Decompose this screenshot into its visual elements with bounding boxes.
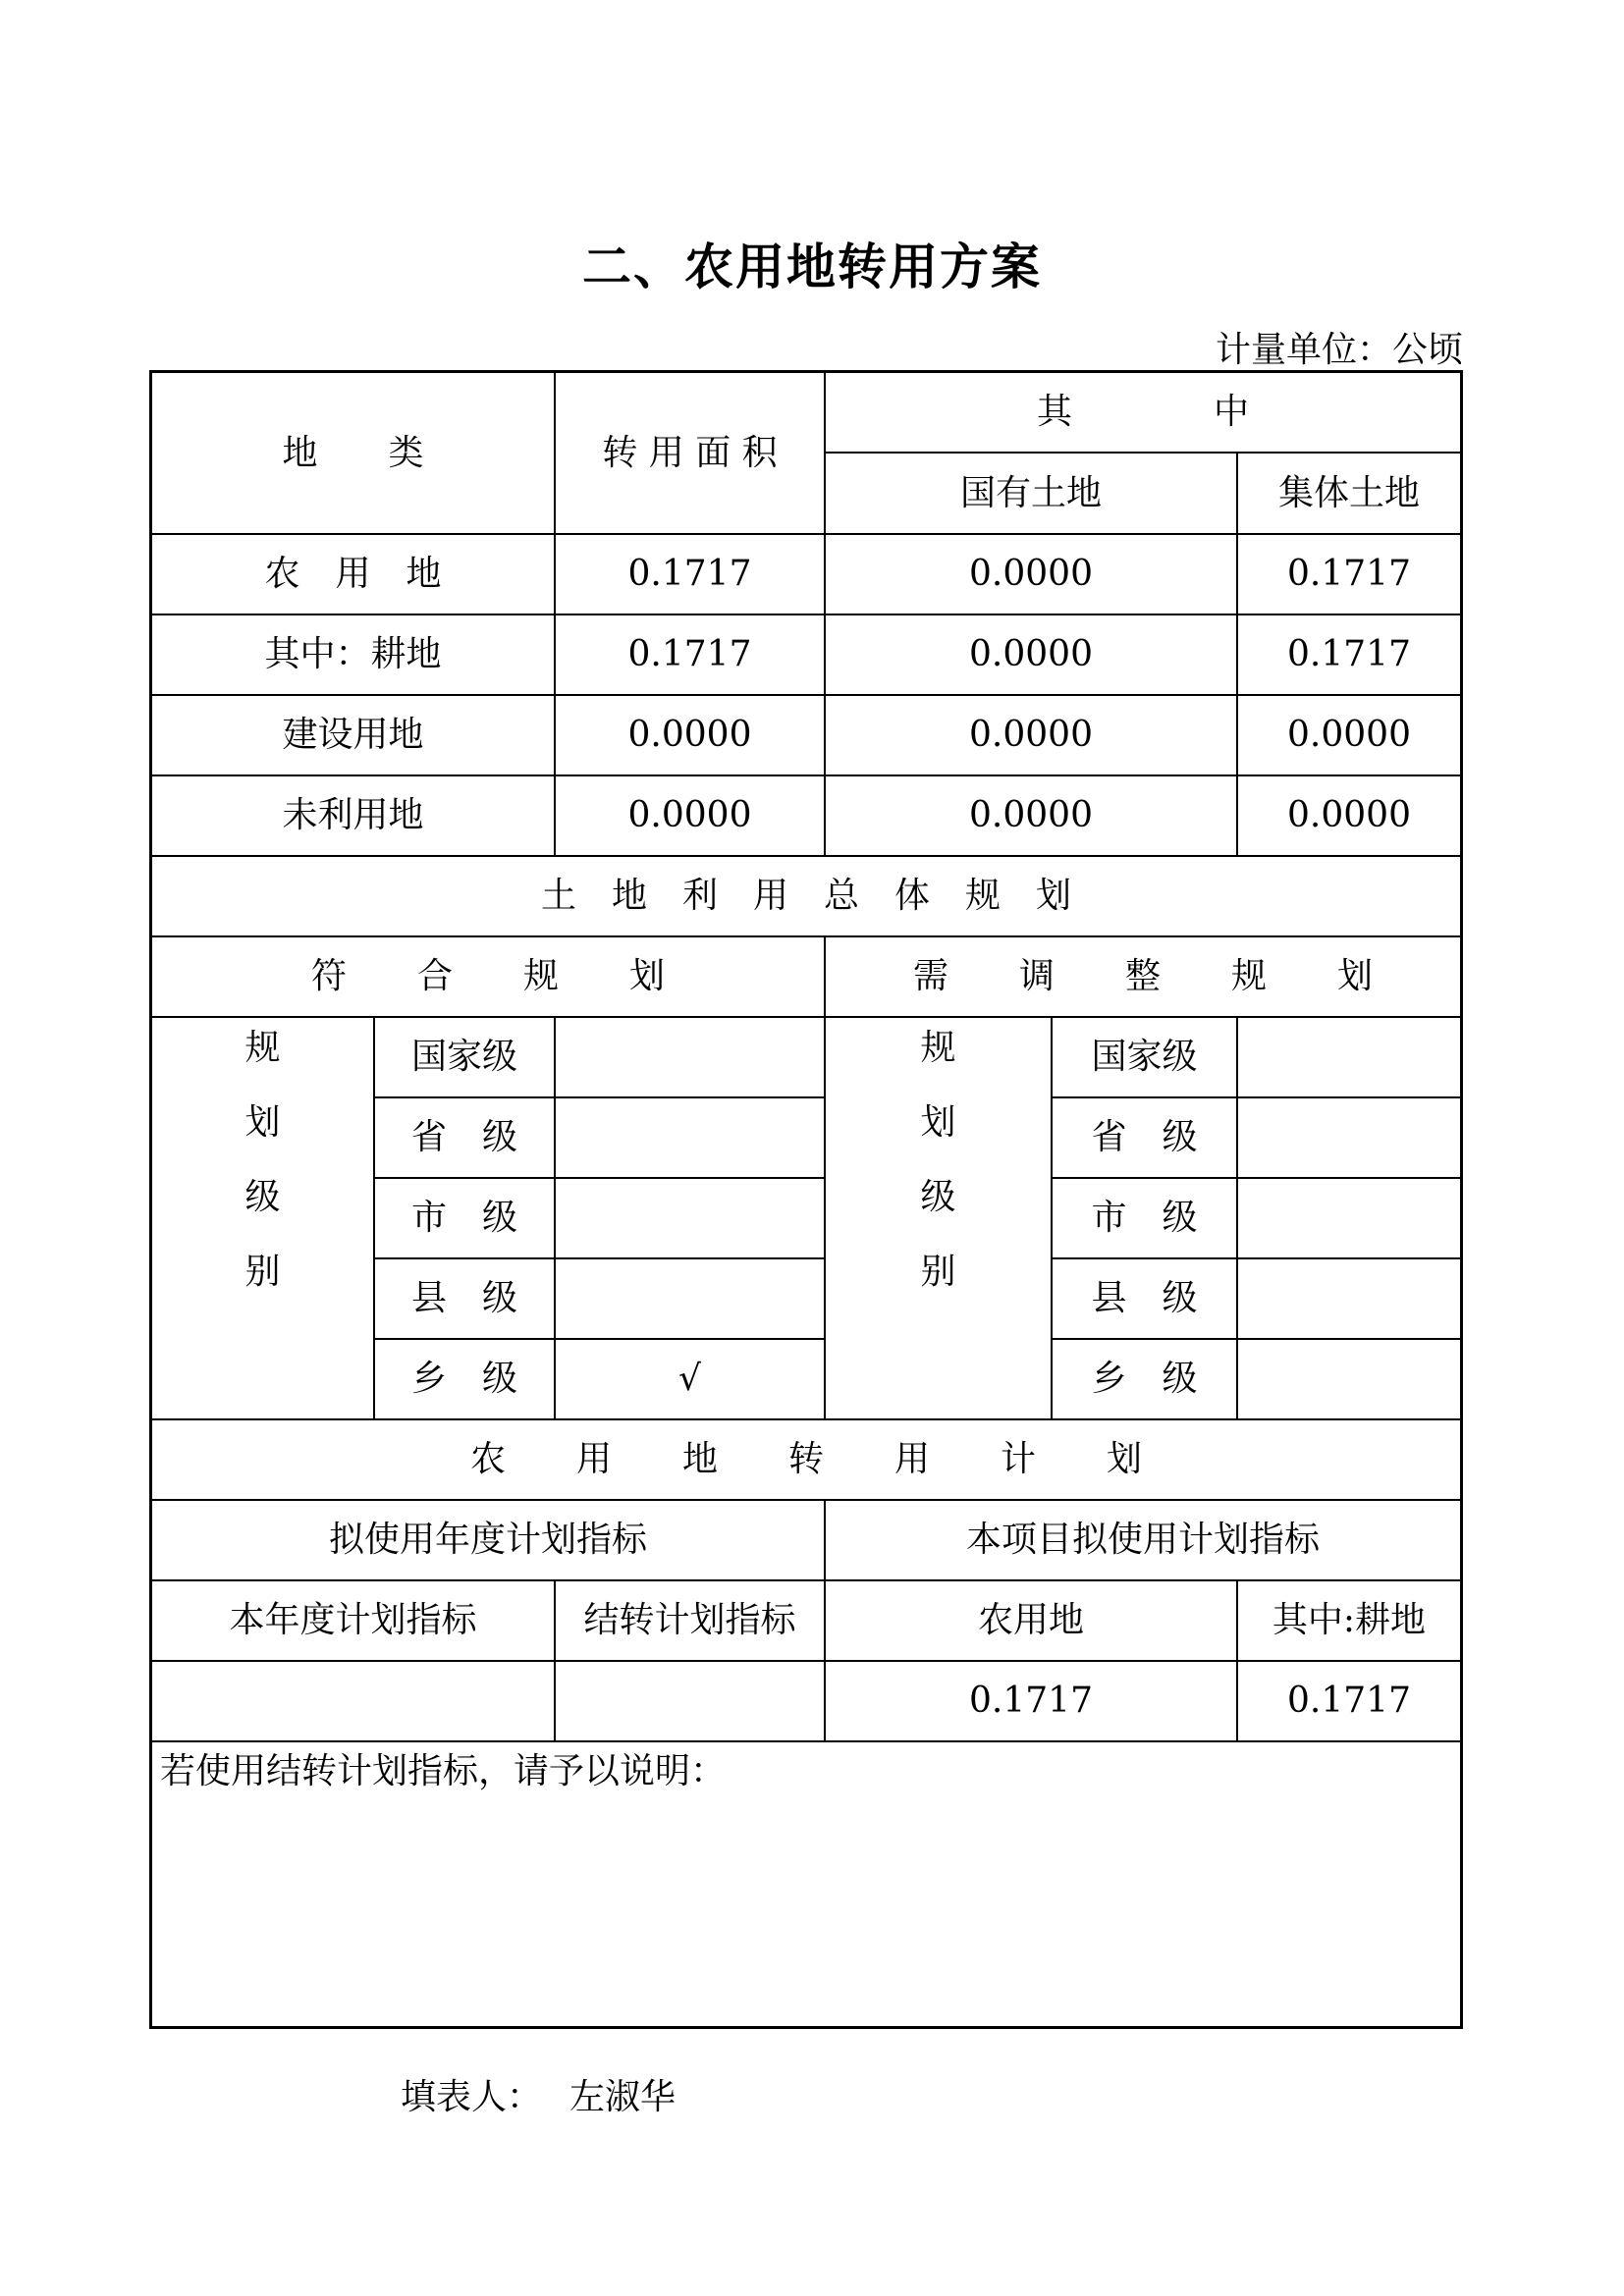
this-year-indicator-value [152, 1662, 554, 1740]
conform-level-name: 市 级 [410, 1198, 517, 1238]
page-title: 二、农用地转用方案 [582, 239, 1042, 295]
planning-section-title: 土 地 利 用 总 体 规 划 [540, 876, 1071, 916]
row-collective: 0.1717 [1287, 554, 1411, 594]
header-state-land: 国有土地 [959, 472, 1102, 513]
conform-level-label: 规 划 级 别 [244, 1028, 281, 1292]
row-collective: 0.0000 [1287, 715, 1411, 755]
conversion-plan-table [149, 370, 1463, 2029]
adjust-level-name: 省 级 [1091, 1117, 1198, 1157]
conform-level-name: 乡 级 [410, 1359, 517, 1399]
row-label: 建设用地 [282, 715, 424, 755]
farmland-value: 0.1717 [969, 1681, 1093, 1721]
conform-mark [556, 1098, 824, 1177]
adjust-mark [1238, 1098, 1460, 1177]
cultivated-value: 0.1717 [1287, 1681, 1411, 1721]
conform-mark [556, 1018, 824, 1096]
row-state: 0.0000 [969, 554, 1093, 594]
row-collective: 0.0000 [1287, 795, 1411, 835]
conform-mark-checked: √ [678, 1359, 701, 1399]
adjust-plan-header: 需 调 整 规 划 [912, 956, 1373, 996]
row-area: 0.0000 [627, 795, 752, 835]
conform-mark [556, 1259, 824, 1338]
filler-name: 左淑华 [569, 2077, 677, 2117]
project-indicator-header: 本项目拟使用计划指标 [965, 1520, 1320, 1560]
conform-level-name: 县 级 [410, 1278, 517, 1318]
filler-label: 填表人： [401, 2077, 543, 2117]
row-state: 0.0000 [969, 795, 1093, 835]
filler-line [401, 2069, 676, 2119]
row-area: 0.1717 [627, 554, 752, 594]
unit-label: 计量单位：公顷 [1215, 330, 1463, 370]
row-label: 未利用地 [282, 795, 424, 835]
carryover-indicator-value [556, 1662, 824, 1740]
adjust-level-name: 乡 级 [1091, 1359, 1198, 1399]
conform-plan-header: 符 合 规 划 [310, 956, 665, 996]
adjust-mark [1238, 1179, 1460, 1257]
conform-level-name: 国家级 [410, 1037, 517, 1077]
row-state: 0.0000 [969, 634, 1093, 674]
row-state: 0.0000 [969, 715, 1093, 755]
adjust-level-name: 国家级 [1091, 1037, 1198, 1077]
header-of-which: 其 中 [1036, 392, 1249, 432]
conform-mark [556, 1179, 824, 1257]
adjust-mark [1238, 1259, 1460, 1338]
header-area: 转 用 面 积 [602, 432, 778, 473]
carryover-note: 若使用结转计划指标，请予以说明： [160, 1751, 727, 1791]
header-land-type: 地 类 [282, 432, 424, 473]
adjust-mark [1238, 1018, 1460, 1096]
this-year-indicator-header: 本年度计划指标 [229, 1600, 477, 1640]
farmland-header: 农用地 [977, 1600, 1084, 1640]
row-label: 其中：耕地 [264, 634, 442, 674]
adjust-mark [1238, 1340, 1460, 1418]
adjust-level-name: 市 级 [1091, 1198, 1198, 1238]
cultivated-header: 其中:耕地 [1272, 1600, 1427, 1640]
row-label: 农 用 地 [264, 554, 442, 594]
conversion-section-title: 农 用 地 转 用 计 划 [469, 1439, 1142, 1479]
conform-level-name: 省 级 [410, 1117, 517, 1157]
adjust-level-name: 县 级 [1091, 1278, 1198, 1318]
row-area: 0.1717 [627, 634, 752, 674]
adjust-level-label: 规 划 级 别 [920, 1028, 956, 1292]
annual-indicator-header: 拟使用年度计划指标 [328, 1520, 647, 1560]
row-area: 0.0000 [627, 715, 752, 755]
carryover-indicator-header: 结转计划指标 [583, 1600, 796, 1640]
row-collective: 0.1717 [1287, 634, 1411, 674]
header-collective-land: 集体土地 [1277, 472, 1420, 513]
